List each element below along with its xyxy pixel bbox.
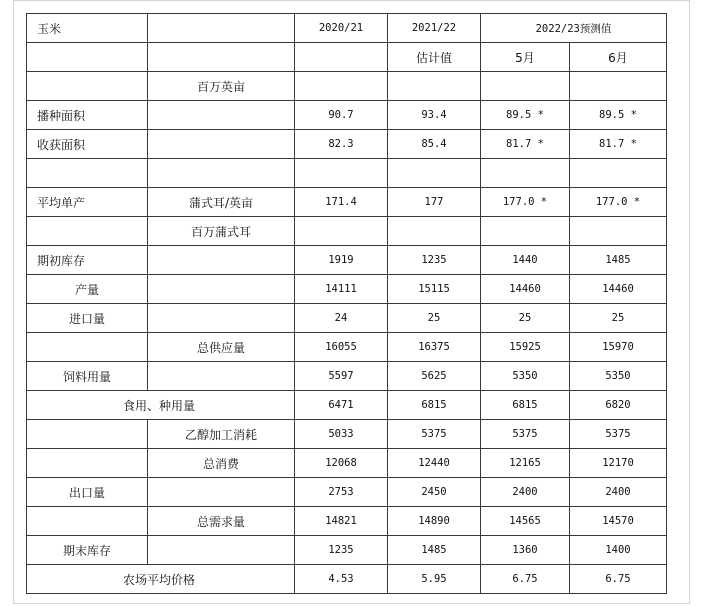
unit-bushel-per-acre: 蒲式耳/英亩 <box>148 188 295 217</box>
row-label-ethanol: 乙醇加工消耗 <box>148 420 295 449</box>
cell-may: 5350 <box>481 362 570 391</box>
table-row <box>27 449 667 478</box>
empty-cell <box>481 72 570 101</box>
row-label-total-use: 总消费 <box>148 449 295 478</box>
table-row <box>27 391 667 420</box>
empty-cell <box>388 72 481 101</box>
empty-cell <box>388 217 481 246</box>
row-label-planted: 播种面积 <box>27 101 148 130</box>
empty-cell <box>481 159 570 188</box>
cell-2020: 1919 <box>295 246 388 275</box>
cell-2021: 12440 <box>388 449 481 478</box>
empty-cell <box>570 159 667 188</box>
cell-2020: 5597 <box>295 362 388 391</box>
unit-million-acres: 百万英亩 <box>148 72 295 101</box>
cell-2020: 16055 <box>295 333 388 362</box>
cell-may: 6815 <box>481 391 570 420</box>
cell-june: 5375 <box>570 420 667 449</box>
cell-2021: 2450 <box>388 478 481 507</box>
cell-june: 6.75 <box>570 565 667 594</box>
unit-row <box>27 72 667 101</box>
row-label-harvested: 收获面积 <box>27 130 148 159</box>
cell-2020: 1235 <box>295 536 388 565</box>
cell-2021: 25 <box>388 304 481 333</box>
cell-2021: 15115 <box>388 275 481 304</box>
cell-2021: 5625 <box>388 362 481 391</box>
row-label-farm-price: 农场平均价格 <box>27 565 295 594</box>
cell-may: 5375 <box>481 420 570 449</box>
cell-may: 25 <box>481 304 570 333</box>
empty-cell <box>148 14 295 43</box>
empty-cell <box>27 333 148 362</box>
empty-cell <box>481 217 570 246</box>
table-row <box>27 333 667 362</box>
cell-june: 15970 <box>570 333 667 362</box>
row-label-imports: 进口量 <box>27 304 148 333</box>
cell-may: 6.75 <box>481 565 570 594</box>
unit-row <box>27 217 667 246</box>
empty-cell <box>27 507 148 536</box>
unit-million-bushels: 百万蒲式耳 <box>148 217 295 246</box>
row-label-total-supply: 总供应量 <box>148 333 295 362</box>
empty-cell <box>27 217 148 246</box>
cell-2020: 4.53 <box>295 565 388 594</box>
table-row <box>27 565 667 594</box>
cell-june: 2400 <box>570 478 667 507</box>
cell-may: 12165 <box>481 449 570 478</box>
cell-may: 14565 <box>481 507 570 536</box>
row-label-beginning-stocks: 期初库存 <box>27 246 148 275</box>
table-row <box>27 420 667 449</box>
table-row <box>27 101 667 130</box>
empty-cell <box>148 304 295 333</box>
cell-2020: 6471 <box>295 391 388 420</box>
product-name: 玉米 <box>27 14 148 43</box>
col-header-2022: 2022/23预测值 <box>481 14 667 43</box>
empty-cell <box>27 72 148 101</box>
empty-cell <box>148 536 295 565</box>
row-label-feed: 饲料用量 <box>27 362 148 391</box>
cell-2021: 1235 <box>388 246 481 275</box>
cell-june: 5350 <box>570 362 667 391</box>
cell-may: 2400 <box>481 478 570 507</box>
cell-june: 14460 <box>570 275 667 304</box>
table-row <box>27 130 667 159</box>
empty-cell <box>148 130 295 159</box>
empty-cell <box>295 217 388 246</box>
cell-2020: 5033 <box>295 420 388 449</box>
cell-2020: 90.7 <box>295 101 388 130</box>
cell-june: 1485 <box>570 246 667 275</box>
cell-june: 12170 <box>570 449 667 478</box>
cell-2021: 5.95 <box>388 565 481 594</box>
cell-2021: 14890 <box>388 507 481 536</box>
subheader-may: 5月 <box>481 43 570 72</box>
table-row <box>27 478 667 507</box>
table-row <box>27 362 667 391</box>
empty-cell <box>148 101 295 130</box>
row-label-production: 产量 <box>27 275 148 304</box>
cell-may: 177.0 * <box>481 188 570 217</box>
col-header-2021: 2021/22 <box>388 14 481 43</box>
empty-cell <box>148 43 295 72</box>
cell-june: 14570 <box>570 507 667 536</box>
empty-cell <box>148 159 295 188</box>
cell-2021: 1485 <box>388 536 481 565</box>
cell-may: 14460 <box>481 275 570 304</box>
empty-cell <box>295 43 388 72</box>
empty-cell <box>148 362 295 391</box>
row-label-ending-stocks: 期末库存 <box>27 536 148 565</box>
empty-cell <box>27 420 148 449</box>
corn-supply-demand-table <box>26 13 667 594</box>
empty-cell <box>295 159 388 188</box>
cell-june: 6820 <box>570 391 667 420</box>
empty-cell <box>148 246 295 275</box>
table-row <box>27 188 667 217</box>
cell-2020: 12068 <box>295 449 388 478</box>
cell-june: 25 <box>570 304 667 333</box>
cell-june: 1400 <box>570 536 667 565</box>
table-row <box>27 507 667 536</box>
table-row <box>27 275 667 304</box>
empty-cell <box>148 275 295 304</box>
empty-cell <box>388 159 481 188</box>
cell-2020: 82.3 <box>295 130 388 159</box>
cell-may: 15925 <box>481 333 570 362</box>
cell-2021: 177 <box>388 188 481 217</box>
cell-june: 177.0 * <box>570 188 667 217</box>
cell-may: 89.5 * <box>481 101 570 130</box>
empty-cell <box>27 159 148 188</box>
row-label-exports: 出口量 <box>27 478 148 507</box>
cell-may: 81.7 * <box>481 130 570 159</box>
cell-2021: 16375 <box>388 333 481 362</box>
subheader-june: 6月 <box>570 43 667 72</box>
empty-cell <box>295 72 388 101</box>
table-row <box>27 536 667 565</box>
cell-may: 1440 <box>481 246 570 275</box>
cell-2020: 14111 <box>295 275 388 304</box>
cell-2020: 2753 <box>295 478 388 507</box>
empty-cell <box>27 449 148 478</box>
empty-cell <box>570 72 667 101</box>
row-label-yield: 平均单产 <box>27 188 148 217</box>
cell-2021: 85.4 <box>388 130 481 159</box>
cell-2021: 93.4 <box>388 101 481 130</box>
empty-cell <box>27 43 148 72</box>
empty-cell <box>570 217 667 246</box>
subheader-estimate: 估计值 <box>388 43 481 72</box>
table-row <box>27 246 667 275</box>
cell-2020: 24 <box>295 304 388 333</box>
col-header-2020: 2020/21 <box>295 14 388 43</box>
cell-june: 81.7 * <box>570 130 667 159</box>
empty-cell <box>148 478 295 507</box>
row-label-total-demand: 总需求量 <box>148 507 295 536</box>
cell-2020: 14821 <box>295 507 388 536</box>
cell-may: 1360 <box>481 536 570 565</box>
cell-june: 89.5 * <box>570 101 667 130</box>
table-row <box>27 304 667 333</box>
subheader-row <box>27 43 667 72</box>
cell-2021: 5375 <box>388 420 481 449</box>
row-label-food-seed: 食用、种用量 <box>27 391 295 420</box>
header-row <box>27 14 667 43</box>
cell-2020: 171.4 <box>295 188 388 217</box>
cell-2021: 6815 <box>388 391 481 420</box>
blank-row <box>27 159 667 188</box>
